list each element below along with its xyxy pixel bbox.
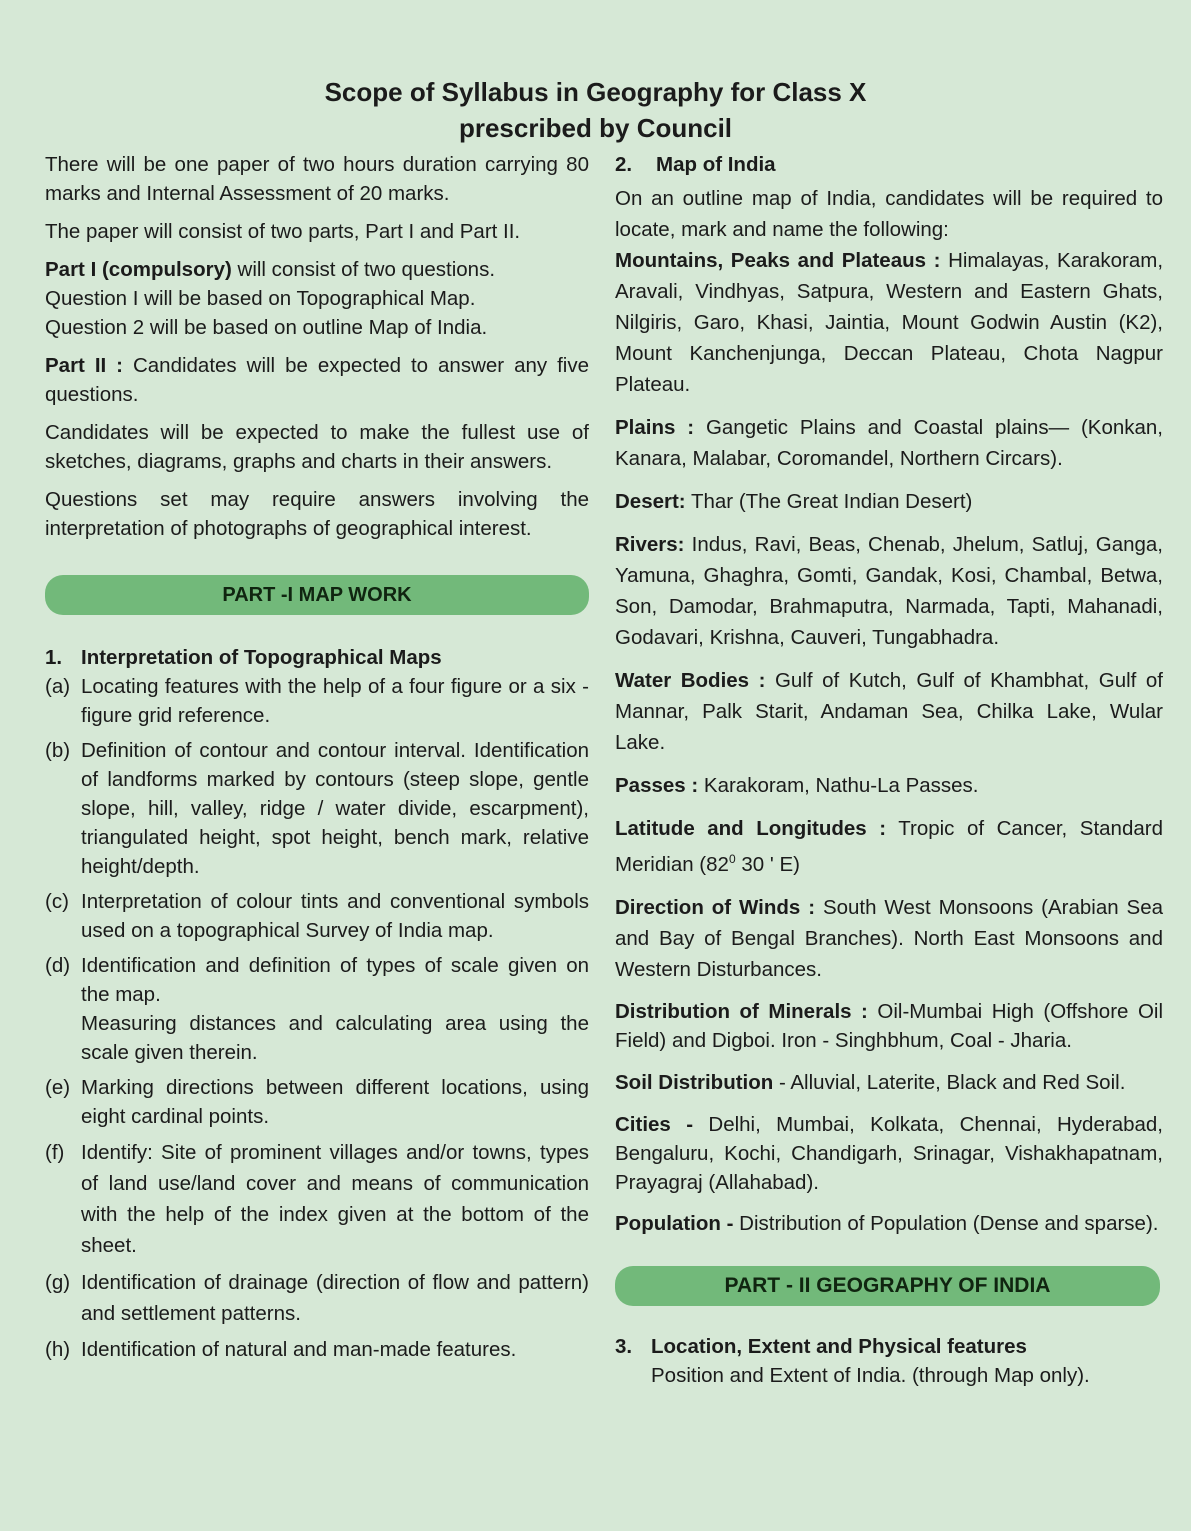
part2-desc: Candidates will be expected to answer any five questions. [45, 354, 589, 406]
title-line-1: Scope of Syllabus in Geography for Class X [324, 77, 867, 107]
map-entry-latitude: Latitude and Longitudes : Tropic of Cancer, Standard Meridian ($82^0$ 30 ' E) [615, 817, 1163, 876]
title-line-2: prescribed by Council [458, 113, 733, 143]
list-item: (b) Definition of contour and contour interval. Identification of landforms marked by contours (steep slope, gentle slope, hill, valley, ridge / water divide, escarpment), triangulated height, spot height, bench mark, relative height/depth. [45, 739, 589, 878]
section1-number: 1. [45, 646, 63, 669]
list-item: (f) Identify: Site of prominent villages and/or towns, types of land use/land cover and means of communication with the help of the index given at the bottom of the sheet. [45, 1141, 589, 1257]
intro-paragraph-1: There will be one paper of two hours duration carrying 80 marks and Internal Assessment of 20 marks. [45, 153, 589, 205]
list-item: (c) Interpretation of colour tints and conventional symbols used on a topographical Survey of India map. [45, 890, 589, 942]
map-entry: Passes : Karakoram, Nathu-La Passes. [615, 774, 979, 797]
map-entry: Cities - Delhi, Mumbai, Kolkata, Chennai, Hyderabad, Bengaluru, Kochi, Chandigarh, Srinagar, Vishakhapatnam, Prayagraj (Allahabad). [615, 1112, 1163, 1194]
section1-heading [45, 643, 589, 672]
part1-desc: will consist of two questions. [231, 258, 496, 281]
section1-title: Interpretation of Topographical Maps [81, 646, 442, 669]
map-entry: Plains : Gangetic Plains and Coastal plains— (Konkan, Kanara, Malabar, Coromandel, Northern Circars). [615, 416, 1163, 470]
left-column [45, 150, 589, 1370]
list-item: (e) Marking directions between different locations, using eight cardinal points. [45, 1076, 589, 1128]
right-column [615, 150, 1163, 1390]
intro-paragraph-2: The paper will consist of two parts, Part I and Part II. [45, 220, 521, 243]
map-entry: Soil Distribution - Alluvial, Laterite, Black and Red Soil. [615, 1070, 1126, 1094]
intro-paragraph-5: Candidates will be expected to make the fullest use of sketches, diagrams, graphs and charts in their answers. [45, 421, 589, 473]
part1-banner: PART -I MAP WORK [45, 575, 589, 615]
section3-number: 3. [615, 1334, 633, 1358]
section3-title: Location, Extent and Physical features [651, 1334, 1027, 1358]
part1-label: Part I (compulsory) [45, 258, 232, 281]
intro-paragraph-4 [45, 351, 589, 409]
intro-paragraph-6: Questions set may require answers involving the interpretation of photographs of geographical interest. [45, 488, 589, 540]
page-title [0, 74, 1191, 146]
list-item: (g) Identification of drainage (direction of flow and pattern) and settlement patterns. [45, 1271, 589, 1325]
map-entry: Population - Distribution of Population (Dense and sparse). [615, 1211, 1159, 1235]
list-item: (a) Locating features with the help of a four figure or a six - figure grid reference. [45, 675, 589, 727]
map-entry: Desert: Thar (The Great Indian Desert) [615, 490, 973, 513]
section2-intro: On an outline map of India, candidates will be required to locate, mark and name the following: [615, 187, 1163, 241]
map-entry: Distribution of Minerals : Oil-Mumbai High (Offshore Oil Field) and Digboi. Iron - Singhbhum, Coal - Jharia. [615, 999, 1163, 1052]
part2-banner: PART - II GEOGRAPHY OF INDIA [615, 1266, 1160, 1306]
list-item: (h) Identification of natural and man-made features. [45, 1338, 517, 1361]
section2-title: Map of India [656, 153, 776, 176]
map-entry: Water Bodies : Gulf of Kutch, Gulf of Khambhat, Gulf of Mannar, Palk Starit, Andaman Sea, Chilka Lake, Wular Lake. [615, 669, 1163, 754]
map-entry: Rivers: Indus, Ravi, Beas, Chenab, Jhelum, Satluj, Ganga, Yamuna, Ghaghra, Gomti, Gandak, Kosi, Chambal, Betwa, Son, Damodar, Brahmaputra, Narmada, Tapti, Mahanadi, Godavari, Krishna, Cauveri, Tungabhadra. [615, 533, 1163, 649]
section2-number: 2. [615, 153, 633, 176]
item-d-text: Identification and definition of types of scale given on the map. [81, 954, 589, 1006]
part2-label: Part II : [45, 354, 124, 377]
section2-heading [615, 150, 1163, 179]
list-item: (d) Identification and definition of types of scale given on the map. Measuring distances and calculating area using the scale given therein. [45, 951, 589, 1067]
section1-items [45, 672, 589, 1364]
item-d-extra: Measuring distances and calculating area using the scale given therein. [81, 1012, 589, 1064]
map-entry: Mountains, Peaks and Plateaus : Himalayas, Karakoram, Aravali, Vindhyas, Satpura, Western and Eastern Ghats, Nilgiris, Garo, Khasi, Jaintia, Mount Godwin Austin (K2), Mount Kanchenjunga, Deccan Plateau, Chota Nagpur Plateau. [615, 249, 1164, 396]
section3-text: Position and Extent of India. (through Map only). [651, 1363, 1090, 1387]
map-entry: Direction of Winds : South West Monsoons (Arabian Sea and Bay of Bengal Branches). North East Monsoons and Western Disturbances. [615, 895, 1164, 981]
section3-heading [615, 1332, 1163, 1361]
intro-paragraph-3 [45, 255, 589, 342]
question1-desc: Question I will be based on Topographical Map. [45, 287, 476, 310]
question2-desc: Question 2 will be based on outline Map of India. [45, 316, 488, 339]
